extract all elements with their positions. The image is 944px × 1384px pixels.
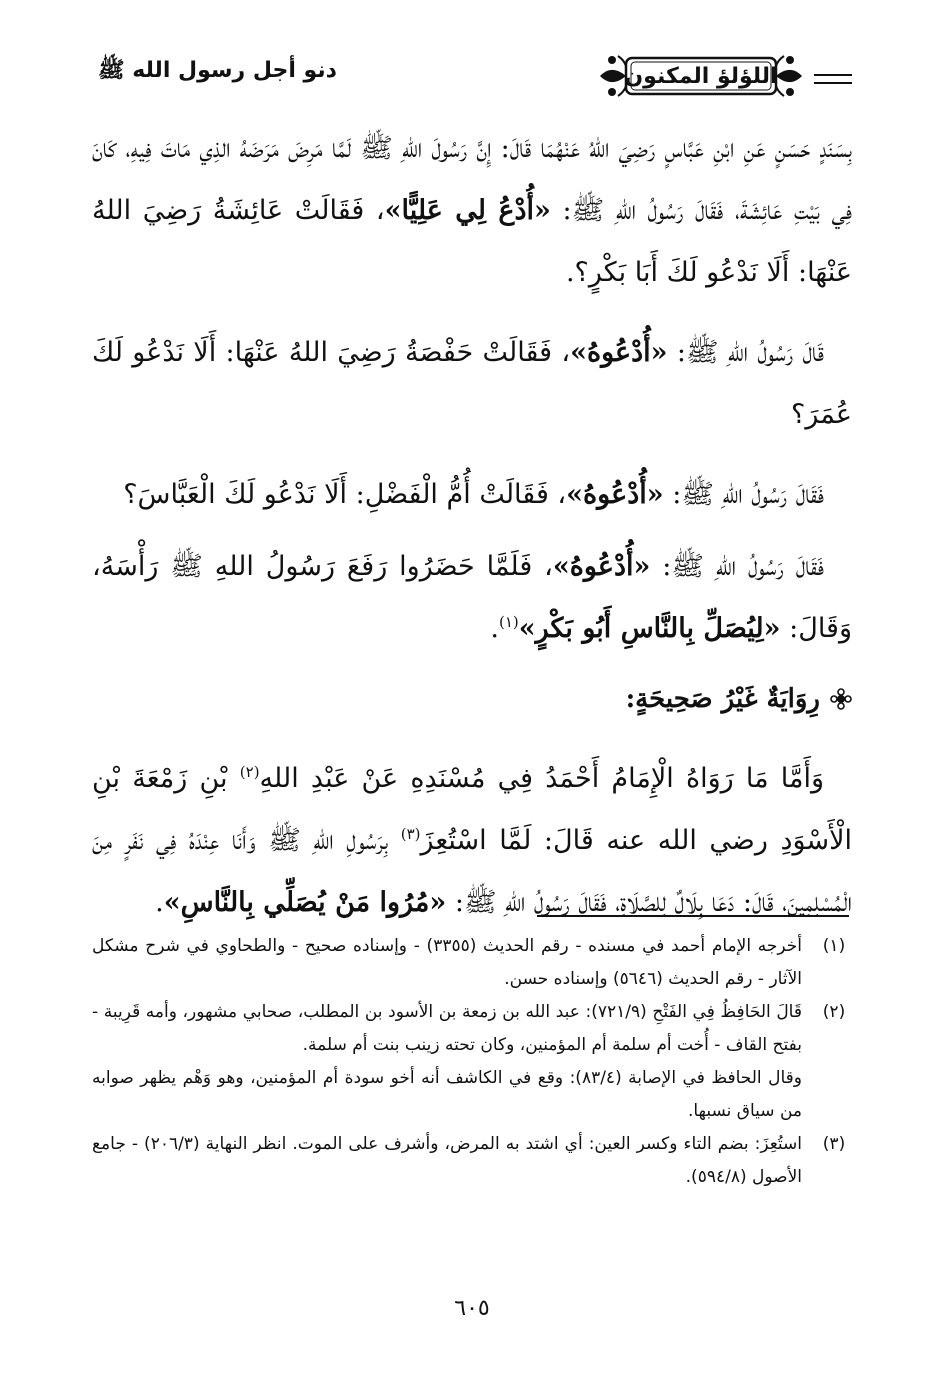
quote: «أُدْعُوهُ» [552, 551, 651, 582]
paragraph-4: فَقَالَ رَسُولُ اللهِ ﷺ: «أُدْعُوهُ»، فَلَمَّا حَضَرُوا رَفَعَ رَسُولُ اللهِ ﷺ رَأْسَهُ، وَقَالَ: «لِيُصَلِّ بِالنَّاسِ أَبُو بَكْرٍ»$^{(١)}$. [92, 551, 852, 644]
quote: «أُدْعُوهُ» [570, 337, 668, 368]
footnote-text: قَالَ الحَافِظُ فِي الفَتْحِ (٧٢١/٩): عبد الله بن زمعة بن الأسود بن المطلب، صحابي مشهور، وأمه قَرِيبة - بفتح القاف - أُخت أم سلمة أم المؤمنين، وكان تحته زينب بنت أم سلمة. [92, 1002, 802, 1055]
footnote-text: وقال الحافظ في الإصابة (٨٣/٤): وقع في الكاشف أنه أخو سودة أم المؤمنين، وهو وَهْم يظهر صوابه من سياق نسبها. [92, 1068, 802, 1121]
footnote-text: استُعِزَ: بضم التاء وكسر العين: أي اشتد به المرض، وأشرف على الموت. انظر النهاية (٢٠٦/٣) - جامع الأصول (٥٩٤/٨). [92, 1134, 802, 1187]
footnote-text: أخرجه الإمام أحمد في مسنده - رقم الحديث (٣٣٥٥) - وإسناده صحيح - والطحاوي في شرح مشكل الآثار - رقم الحديث (٥٦٤٦) وإسناده حسن. [92, 936, 802, 989]
paragraph-2: قَالَ رَسُولُ اللهِ ﷺ: «أُدْعُوهُ»، فَقَالَتْ حَفْصَةُ رَضِيَ اللهُ عَنْهَا: أَلَا نَدْعُو لَكَ عُمَرَ؟ [92, 337, 852, 430]
running-title: دنو أجل رسول الله ﷺ [92, 56, 343, 88]
footnote-ref[interactable]: (٢) [239, 763, 260, 781]
footnote-separator [537, 915, 849, 917]
paragraph-3: فَقَالَ رَسُولُ اللهِ ﷺ: «أُدْعُوهُ»، فَقَالَتْ أُمُّ الْفَضْلِ: أَلَا نَدْعُو لَكَ الْعَبَّاسَ؟ [123, 479, 824, 510]
footnote-1 [92, 930, 852, 996]
main-text [92, 118, 852, 934]
page-header [92, 48, 852, 106]
footnote-2 [92, 996, 852, 1128]
quote: «لِيُصَلِّ بِالنَّاسِ أَبُو بَكْرٍ» [518, 613, 781, 644]
book-title-ornament [596, 48, 806, 104]
footnotes [92, 930, 852, 1194]
section-heading [92, 668, 852, 730]
footnote-ref[interactable]: (١) [498, 613, 519, 631]
footnote-ref[interactable]: (٣) [400, 825, 421, 843]
footnote-number: (٢) [822, 1002, 846, 1022]
quote: «مُرُوا مَنْ يُصَلِّي بِالنَّاسِ» [163, 887, 447, 918]
paragraph-5: وَأَمَّا مَا رَوَاهُ الْإِمَامُ أَحْمَدُ فِي مُسْنَدِهِ عَنْ عَبْدِ اللهِ$^{(٢)}$ بْنِ زَمْعَةَ بْنِ الْأَسْوَدِ رضي الله عنه قَالَ: لَمَّا اسْتُعِزَ$^{(٣)}$ بِرَسُولِ اللهِ ﷺ وَأَنَا عِنْدَهُ فِي نَفَرٍ مِنَ الْمُسْلِمِينَ، قَالَ: دَعَا بِلَالٌ لِلصَّلَاةِ، فَقَالَ رَسُولُ اللهِ ﷺ: «مُرُوا مَنْ يُصَلِّي بِالنَّاسِ». [92, 763, 852, 918]
paragraph-1: بِسَنَدٍ حَسَنٍ عَنِ ابْنِ عَبَّاسٍ رَضِيَ اللهُ عَنْهُمَا قَالَ: إِنَّ رَسُولَ اللهِ ﷺ لَمَّا مَرِضَ مَرَضَهُ الذِي مَاتَ فِيهِ، كَانَ فِي بَيْتِ عَائِشَةَ، فَقَالَ رَسُولُ اللهِ ﷺ: «أُدْعُ لِي عَلِيًّا»، فَقَالَتْ عَائِشَةُ رَضِيَ اللهُ عَنْهَا: أَلَا نَدْعُو لَكَ أَبَا بَكْرٍ؟. [92, 133, 853, 288]
quote: «أُدْعُوهُ» [566, 479, 664, 510]
footnote-number: (١) [822, 936, 846, 956]
book-title: اللؤلؤ المكنون [624, 63, 778, 89]
flower-ornament-icon [830, 688, 852, 710]
page-number: ٦٠٥ [454, 1296, 490, 1321]
footnote-3 [92, 1128, 852, 1194]
footnote-number: (٣) [822, 1134, 846, 1154]
header-rule-right [814, 74, 852, 84]
quote: «أُدْعُ لِي عَلِيًّا» [384, 195, 551, 226]
section-heading-text: رِوَايَةٌ غَيْرُ صَحِيحَةٍ: [625, 684, 820, 714]
